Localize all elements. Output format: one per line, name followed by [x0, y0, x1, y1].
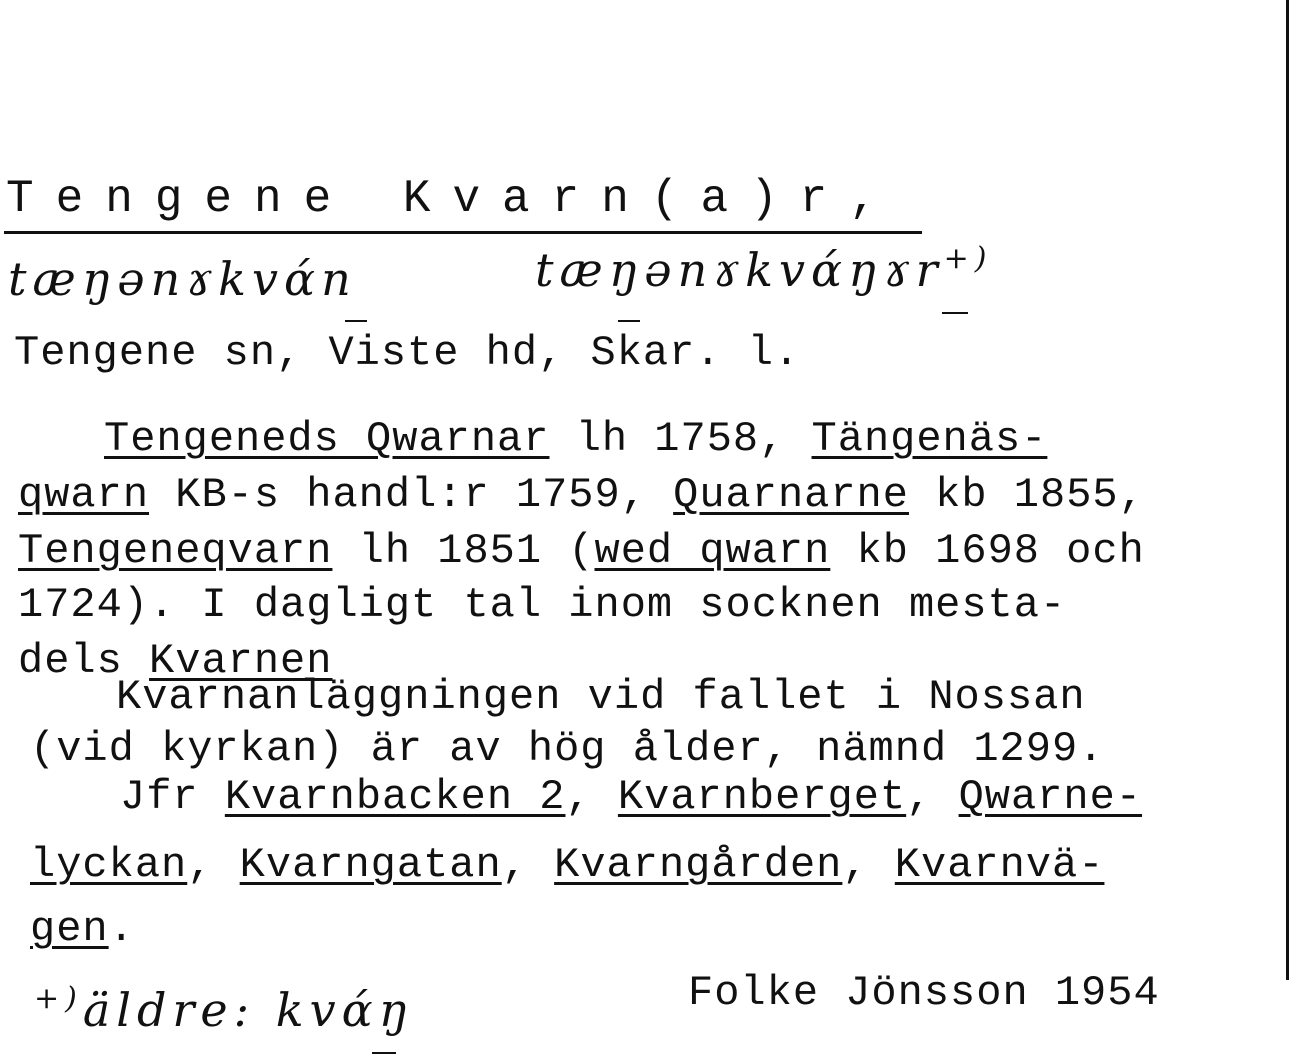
- ref-kvarngatan: Kvarngatan: [239, 841, 502, 889]
- text-segment: lh 1758,: [549, 415, 812, 463]
- ref-kvarnvagen-cont: gen: [30, 905, 109, 953]
- phonetic-form-2-text: tæŋənɤkvɑ́ŋɤr: [535, 243, 944, 297]
- paragraph-line-7: (vid kyrkan) är av hög ålder, nämnd 1299.: [30, 725, 1105, 773]
- ref-tangenasqwarn-cont: qwarn: [18, 471, 150, 519]
- text-segment: ,: [501, 841, 555, 889]
- paragraph-line-8: [120, 773, 1143, 821]
- paragraph-line-3: [18, 527, 1145, 575]
- footnote-mark: +): [34, 981, 83, 1016]
- text-segment: kb 1855,: [908, 471, 1145, 519]
- text-segment: ,: [842, 841, 895, 889]
- text-segment: lh 1851 (: [332, 527, 595, 575]
- ref-wed-qwarn: wed qwarn: [594, 527, 831, 575]
- text-segment: kb 1698 och: [830, 527, 1145, 575]
- phonetic-form-2: [535, 241, 993, 297]
- footnote-text: äldre: kvɑ́ŋ: [82, 983, 415, 1037]
- headword-comma: ,: [849, 173, 877, 225]
- headword: [6, 173, 877, 225]
- headword-text: Tengene Kvarn(a)r: [6, 173, 850, 225]
- paragraph-line-9: [30, 841, 1105, 889]
- ref-kvarngarden: Kvarngården: [554, 841, 843, 889]
- ref-tangenasqwarn: Tängenäs-: [811, 415, 1048, 463]
- paragraph-line-2: [18, 471, 1145, 519]
- ref-kvarnen: Kvarnen: [149, 637, 333, 685]
- text-segment: KB-s handl:r 1759,: [149, 471, 674, 519]
- phonetic-form-1-text: tæŋənɤkvɑ́n: [8, 252, 357, 306]
- accent-mark: [942, 312, 968, 314]
- ref-tengeneds-qwarnar: Tengeneds Qwarnar: [104, 415, 550, 463]
- paragraph-line-4: 1724). I dagligt tal inom socknen mesta-: [18, 581, 1067, 629]
- ref-qwarnelyckan: Qwarne-: [958, 773, 1143, 821]
- text-segment: .: [108, 905, 135, 953]
- phonetic-footnote-mark: +): [943, 241, 993, 276]
- accent-mark: [372, 1052, 396, 1054]
- text-segment: dels: [18, 637, 150, 685]
- ref-kvarnbacken: Kvarnbacken 2: [224, 773, 566, 821]
- ref-quarnarne: Quarnarne: [673, 471, 909, 519]
- paragraph-line-10: [30, 905, 135, 953]
- paragraph-line-1: [104, 415, 1048, 463]
- ref-kvarnberget: Kvarnberget: [617, 773, 907, 821]
- card-edge-line: [1286, 0, 1289, 980]
- phonetic-form-1: [8, 252, 357, 306]
- headword-underline: [4, 231, 922, 234]
- ref-kvarnvagen: Kvarnvä-: [894, 841, 1105, 889]
- footnote: [34, 981, 415, 1037]
- text-segment: ,: [187, 841, 240, 889]
- text-segment: Jfr: [120, 773, 225, 821]
- text-segment: ,: [906, 773, 959, 821]
- signature: Folke Jönsson 1954: [688, 969, 1160, 1017]
- ref-qwarnelyckan-cont: lyckan: [30, 841, 188, 889]
- location-line: Tengene sn, Viste hd, Skar. l.: [14, 329, 801, 377]
- text-segment: ,: [565, 773, 618, 821]
- ref-tengeneqvarn: Tengeneqvarn: [18, 527, 333, 575]
- accent-mark: [345, 320, 367, 322]
- accent-mark: [618, 320, 640, 322]
- paragraph-line-6: Kvarnanläggningen vid fallet i Nossan: [116, 673, 1086, 721]
